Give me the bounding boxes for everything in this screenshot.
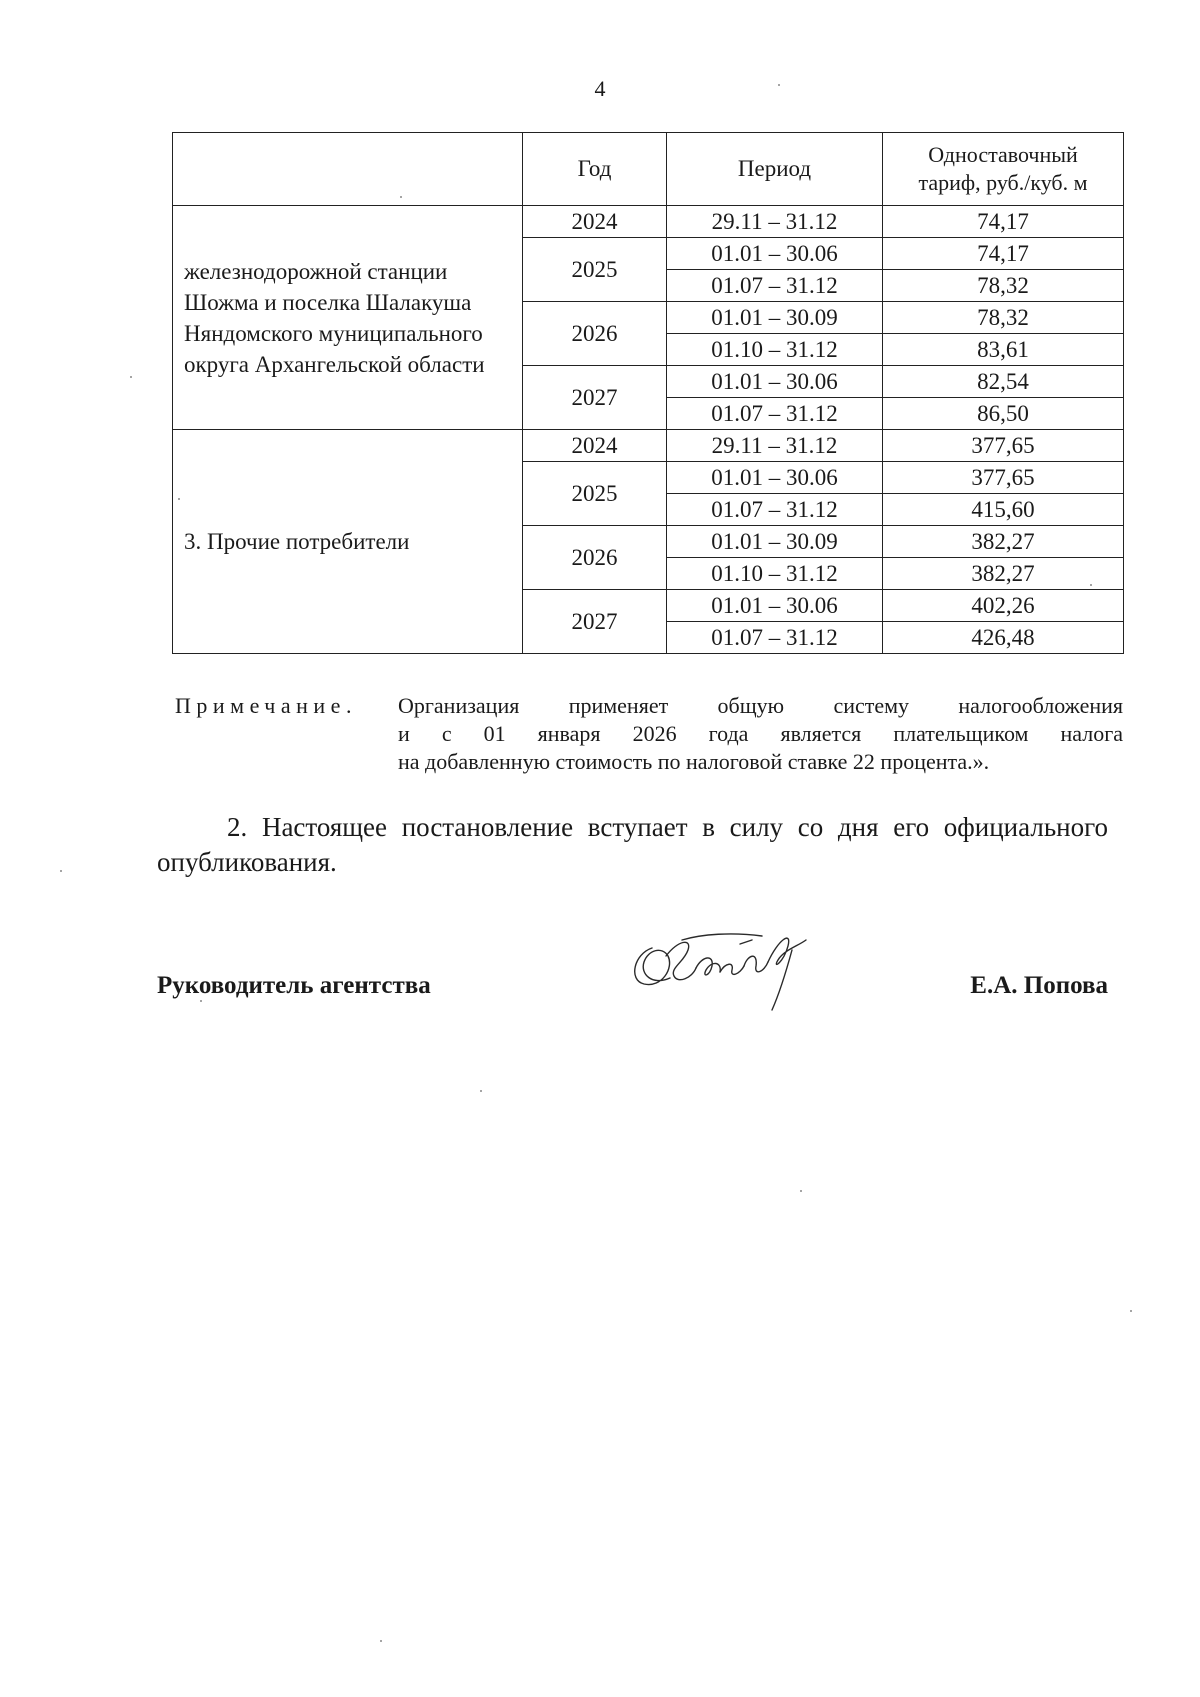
note-text [398,692,1123,776]
tariff-cell: 402,26 [883,590,1124,622]
tariff-cell: 382,27 [883,526,1124,558]
tariff-cell: 86,50 [883,398,1124,430]
consumer-group-name-line: округа Архангельской области [184,351,485,377]
header-tariff-line1: Одноставочный [928,142,1078,167]
tariff-cell: 426,48 [883,622,1124,654]
tariff-cell: 78,32 [883,270,1124,302]
scan-speck [380,1640,382,1642]
period-cell: 01.01 – 30.09 [667,526,883,558]
header-tariff-line2: тариф, руб./куб. м [918,170,1088,195]
period-cell: 01.01 – 30.09 [667,302,883,334]
scan-speck [778,84,780,86]
year-cell: 2025 [523,462,667,526]
period-cell: 01.07 – 31.12 [667,622,883,654]
year-cell: 2027 [523,590,667,654]
page-number: 4 [594,76,606,101]
consumer-group-name-line: железнодорожной станции [184,258,448,284]
table-row [173,430,1124,462]
scan-speck [60,870,62,872]
period-cell: 01.07 – 31.12 [667,398,883,430]
scan-speck [480,1090,482,1092]
table-row [173,206,1124,238]
consumer-group-name-line: Шожма и поселка Шалакуша [184,289,472,315]
tariff-table [172,132,1124,654]
header-period: Период [667,133,883,206]
header-year: Год [523,133,667,206]
tariff-cell: 74,17 [883,206,1124,238]
year-cell: 2025 [523,238,667,302]
header-name [173,133,523,206]
tariff-cell: 377,65 [883,462,1124,494]
year-cell: 2024 [523,206,667,238]
scan-speck [130,376,132,378]
period-cell: 29.11 – 31.12 [667,206,883,238]
table-header-row [173,133,1124,206]
scan-speck [1130,1310,1132,1312]
signatory-name: Е.А. Попова [970,972,1108,999]
consumer-group-name [173,430,523,654]
period-cell: 01.07 – 31.12 [667,494,883,526]
period-cell: 29.11 – 31.12 [667,430,883,462]
note-line-3: на добавленную стоимость по налоговой ставке 22 процента.». [398,749,990,774]
period-cell: 01.01 – 30.06 [667,462,883,494]
header-tariff [883,133,1124,206]
consumer-group-name-line: 3. Прочие потребители [184,529,410,554]
scan-speck [178,498,180,500]
year-cell: 2026 [523,526,667,590]
handwritten-signature [622,910,832,1020]
tariff-cell: 74,17 [883,238,1124,270]
year-cell: 2027 [523,366,667,430]
year-cell: 2026 [523,302,667,366]
tariff-cell: 415,60 [883,494,1124,526]
period-cell: 01.01 – 30.06 [667,366,883,398]
table-body [173,206,1124,654]
year-cell: 2024 [523,430,667,462]
consumer-group-name [173,206,523,430]
scan-speck [200,1000,202,1002]
consumer-group-name-line: Няндомского муниципального [184,320,483,346]
period-cell: 01.10 – 31.12 [667,334,883,366]
tariff-cell: 78,32 [883,302,1124,334]
scan-speck [400,196,402,198]
note-line-2: и с 01 января 2026 года является плательщиком налога [398,721,1123,746]
period-cell: 01.07 – 31.12 [667,270,883,302]
note-label: Примечание. [175,693,357,718]
period-cell: 01.10 – 31.12 [667,558,883,590]
scan-speck [800,1190,802,1192]
scan-speck [1090,584,1092,586]
period-cell: 01.01 – 30.06 [667,238,883,270]
tariff-cell: 83,61 [883,334,1124,366]
paragraph-2: 2. Настоящее постановление вступает в силу со дня его официального опубликования. [157,812,1108,877]
period-cell: 01.01 – 30.06 [667,590,883,622]
tariff-cell: 82,54 [883,366,1124,398]
tariff-cell: 382,27 [883,558,1124,590]
tariff-cell: 377,65 [883,430,1124,462]
note-line-1: Организация применяет общую систему налогообложения [398,693,1123,718]
signatory-title: Руководитель агентства [157,972,431,999]
